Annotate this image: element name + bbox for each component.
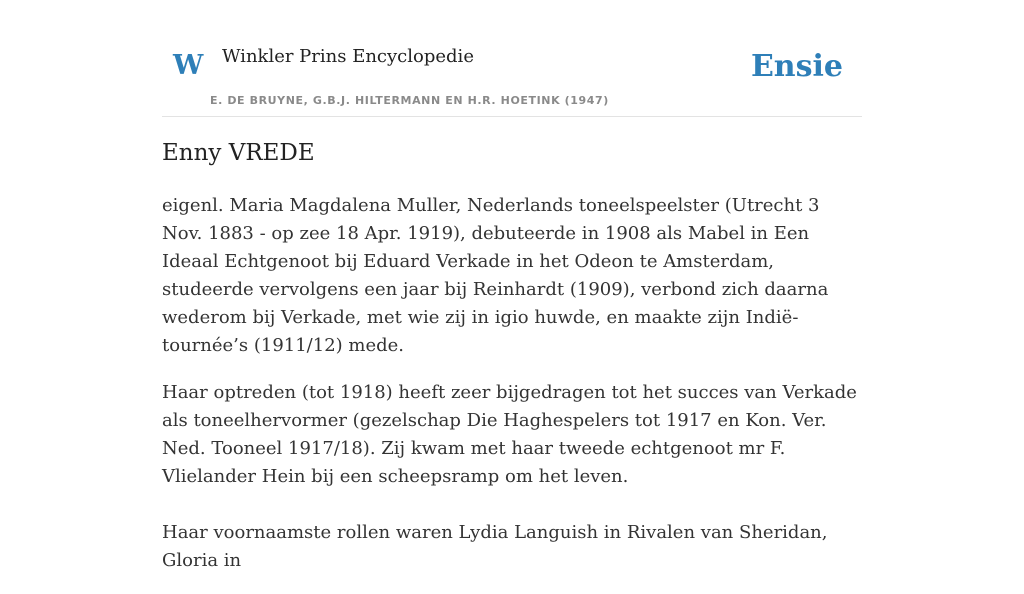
header: [162, 0, 862, 117]
paragraph-1: eigenl. Maria Magdalena Muller, Nederlands toneelspeelster (Utrecht 3 Nov. 1883 - op zee 18 Apr. 1919), debuteerde in 1908 als Mabel in Een Ideaal Echtgenoot bij Eduard Verkade in het Odeon te Amsterdam, studeerde vervolgens een jaar bij Reinhardt (1909), verbond zich daarna wederom bij Verkade, met wie zij in igio huwde, en maakte zijn Indië-tournée’s (1911/12) mede.: [162, 195, 829, 356]
logo-w-icon[interactable]: W: [173, 50, 204, 81]
ensie-brand-link[interactable]: Ensie: [750, 49, 843, 84]
paragraph-2: Haar optreden (tot 1918) heeft zeer bijgedragen tot het succes van Verkade als toneelhervormer (gezelschap Die Haghespelers tot 1917 en Kon. Ver. Ned. Tooneel 1917/18). Zij kwam met haar tweede echtgenoot mr F. Vlielander Hein bij een scheepsramp om het leven.: [162, 382, 857, 487]
authors-line: E. DE BRUYNE, G.B.J. HILTERMANN EN H.R. HOETINK (1947): [210, 94, 609, 107]
entry-body: [162, 192, 862, 594]
paragraph-3: Haar voornaamste rollen waren Lydia Languish in Rivalen van Sheridan, Gloria in: [162, 522, 828, 571]
entry-title: Enny VREDE: [162, 140, 315, 166]
book-title: Winkler Prins Encyclopedie: [222, 46, 474, 67]
